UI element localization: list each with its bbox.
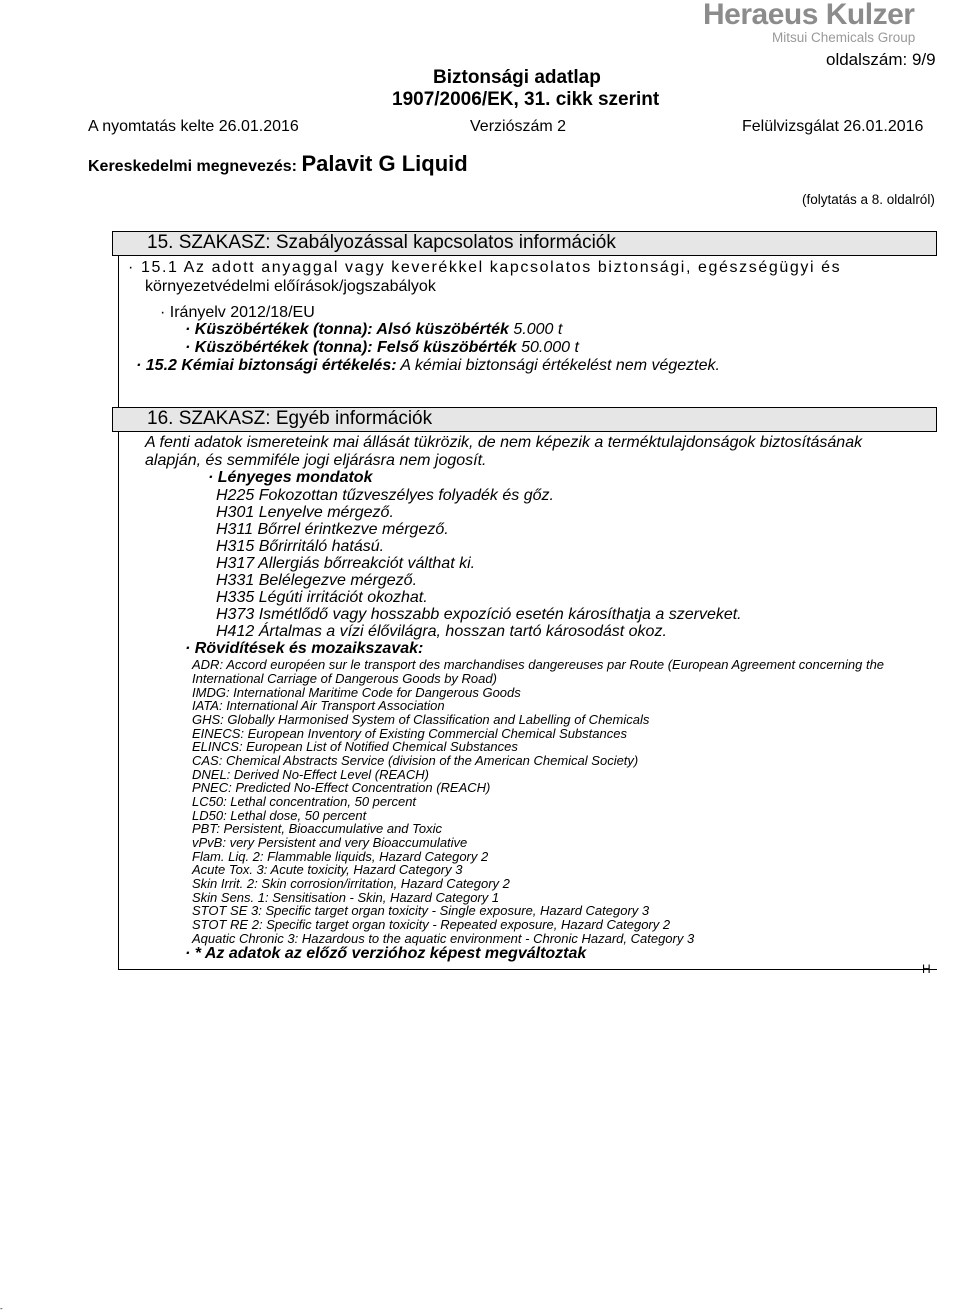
print-date: A nyomtatás kelte 26.01.2016 [88, 118, 299, 135]
corner-mark: - [0, 1304, 3, 1313]
abbreviation-item: STOT RE 2: Specific target organ toxicity - Repeated exposure, Hazard Category 2 [192, 917, 671, 932]
threshold-high-value: 50.000 t [516, 339, 579, 356]
abbreviation-item: STOT SE 3: Specific target organ toxicity - Single exposure, Hazard Category 3 [192, 903, 650, 918]
changed-data-note: · * Az adatok az előző verzióhoz képest megváltoztak [185, 945, 587, 962]
document-title: Biztonsági adatlap [433, 67, 601, 88]
hazard-statement: H315 Bőrirritáló hatású. [216, 538, 385, 555]
hazard-statement: H317 Allergiás bőrreakciót válthat ki. [216, 555, 476, 572]
abbreviation-item: LD50: Lethal dose, 50 percent [192, 808, 367, 823]
abbreviation-item: ADR: Accord européen sur le transport des marchandises dangereuses par Route (European Agreement concerning the [192, 657, 885, 672]
continuation-note: (folytatás a 8. oldalról) [802, 192, 935, 207]
subsection-15-2 [136, 357, 720, 375]
hazard-statement: H331 Belélegezve mérgező. [216, 572, 418, 589]
section-15-heading: 15. SZAKASZ: Szabályozással kapcsolatos információk [112, 231, 937, 256]
hazard-statement: H301 Lenyelve mérgező. [216, 504, 394, 521]
section-bottom-line [118, 969, 937, 970]
threshold-low-value: 5.000 t [508, 321, 563, 338]
abbreviation-item: PNEC: Predicted No-Effect Concentration (REACH) [192, 780, 491, 795]
company-logo-subtitle: Mitsui Chemicals Group [772, 30, 916, 45]
section-divider-line [118, 432, 119, 970]
company-logo: Heraeus Kulzer [703, 0, 915, 31]
abbreviation-item: Aquatic Chronic 3: Hazardous to the aquatic environment - Chronic Hazard, Category 3 [192, 931, 695, 946]
section-divider-line [118, 256, 119, 407]
document-regulation: 1907/2006/EK, 31. cikk szerint [392, 89, 660, 110]
trade-name-row [88, 151, 468, 177]
review-date: Felülvizsgálat 26.01.2016 [742, 118, 924, 135]
abbreviation-item: CAS: Chemical Abstracts Service (division of the American Chemical Society) [192, 753, 639, 768]
abbreviation-item: DNEL: Derived No-Effect Level (REACH) [192, 767, 429, 782]
page-number: oldalszám: 9/9 [826, 50, 936, 69]
abbreviation-item: ELINCS: European List of Notified Chemical Substances [192, 739, 518, 754]
section-16-intro: A fenti adatok ismereteink mai állását tükrözik, de nem képezik a terméktulajdonságok biztosításának [145, 434, 863, 451]
hazard-statement: H335 Légúti irritációt okozhat. [216, 589, 428, 606]
abbreviation-item: IATA: International Air Transport Association [192, 698, 445, 713]
section-16-intro-cont: alapján, és semmiféle jogi eljárásra nem jogosít. [145, 452, 487, 469]
subsection-15-2-value: A kémiai biztonsági értékelést nem végeztek. [396, 357, 720, 374]
abbreviation-item: Flam. Liq. 2: Flammable liquids, Hazard Category 2 [192, 849, 489, 864]
abbreviation-item: GHS: Globally Harmonised System of Classification and Labelling of Chemicals [192, 712, 650, 727]
threshold-low-label: · Küszöbértékek (tonna): Alsó küszöbérték [185, 321, 509, 338]
abbreviation-item: EINECS: European Inventory of Existing Commercial Chemical Substances [192, 726, 627, 741]
threshold-high-label: · Küszöbértékek (tonna): Felső küszöbérték [185, 339, 517, 356]
hazard-statement: H412 Ártalmas a vízi élővilágra, hosszan tartó károsodást okoz. [216, 623, 667, 640]
abbreviation-item: Acute Tox. 3: Acute toxicity, Hazard Category 3 [192, 862, 463, 877]
abbreviation-item: vPvB: very Persistent and very Bioaccumulative [192, 835, 468, 850]
abbreviations-heading: · Rövidítések és mozaikszavak: [185, 640, 424, 657]
abbreviation-item: PBT: Persistent, Bioaccumulative and Toxic [192, 821, 443, 836]
version-number: Verziószám 2 [470, 118, 567, 135]
end-mark: H [922, 962, 931, 976]
abbreviation-item: Skin Irrit. 2: Skin corrosion/irritation, Hazard Category 2 [192, 876, 510, 891]
subsection-15-2-label: · 15.2 Kémiai biztonsági értékelés: [136, 357, 397, 374]
subsection-15-1-title: · 15.1 Az adott anyaggal vagy keverékkel kapcsolatos biztonsági, egészségügyi és [128, 259, 842, 276]
trade-name-value: Palavit G Liquid [301, 151, 468, 176]
hazard-statement: H225 Fokozottan tűzveszélyes folyadék és gőz. [216, 487, 554, 504]
abbreviation-item: Skin Sens. 1: Sensitisation - Skin, Hazard Category 1 [192, 890, 500, 905]
subsection-15-1-title-cont: környezetvédelmi előírások/jogszabályok [145, 278, 436, 295]
section-16-heading: 16. SZAKASZ: Egyéb információk [112, 407, 937, 432]
abbreviation-item: IMDG: International Maritime Code for Dangerous Goods [192, 685, 521, 700]
hazard-statements-heading: · Lényeges mondatok [208, 469, 373, 486]
abbreviation-item: LC50: Lethal concentration, 50 percent [192, 794, 417, 809]
hazard-statement: H373 Ismétlődő vagy hosszabb expozíció esetén károsíthatja a szerveket. [216, 606, 742, 623]
directive-line: · Irányelv 2012/18/EU [160, 304, 315, 321]
hazard-statement: H311 Bőrrel érintkezve mérgező. [216, 521, 449, 538]
trade-name-label: Kereskedelmi megnevezés: [88, 158, 297, 175]
abbreviation-item: International Carriage of Dangerous Goods by Road) [192, 671, 497, 686]
threshold-low [185, 321, 562, 339]
threshold-high [185, 339, 579, 357]
